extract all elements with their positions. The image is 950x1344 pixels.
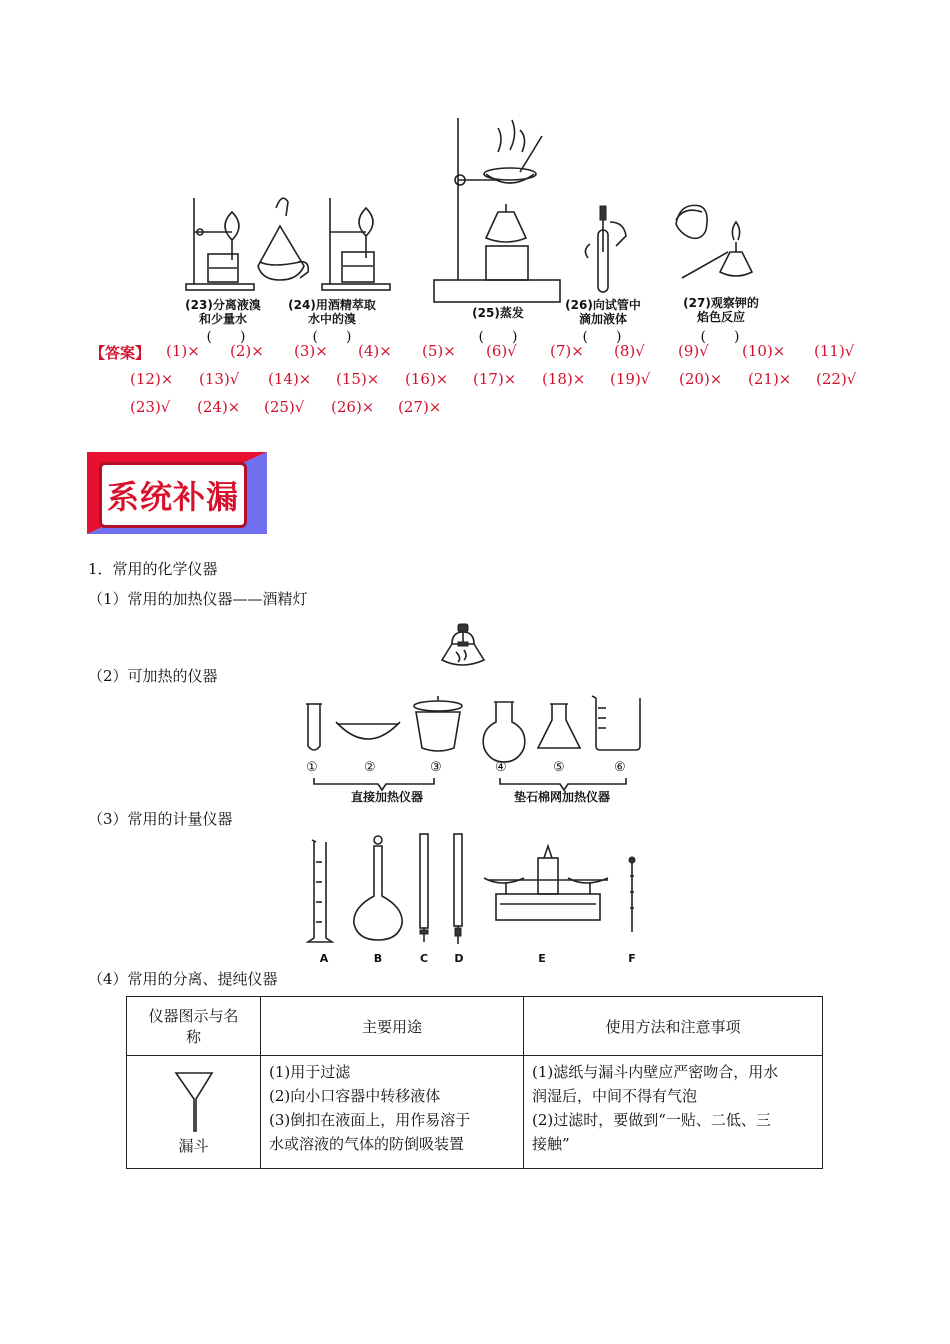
label-d: D	[454, 952, 464, 965]
group-asbestos-heating: 垫石棉网加热仪器	[513, 790, 610, 804]
answer-item: (6)√	[486, 342, 517, 360]
paren-25: ( )	[478, 329, 518, 345]
separatory-funnel-drawing	[186, 198, 254, 290]
funnel-icon	[174, 1069, 214, 1133]
answer-item: (15)×	[336, 370, 380, 388]
answer-item: (12)×	[130, 370, 174, 388]
label-a: A	[319, 952, 329, 965]
header-main-use: 主要用途	[361, 1017, 422, 1036]
number-1: ①	[306, 760, 318, 775]
separatory-funnel-2-drawing	[322, 198, 390, 290]
answer-item: (26)×	[331, 398, 375, 416]
table-row	[127, 1056, 823, 1169]
answer-item: (5)×	[422, 342, 456, 360]
answer-item: (1)×	[166, 342, 200, 360]
header-instrument-line2: 称	[185, 1028, 201, 1046]
answer-item: (8)√	[614, 342, 645, 360]
answer-item: (2)×	[230, 342, 264, 360]
group-direct-heating: 直接加热仪器	[350, 790, 423, 804]
subheading-separation-instruments: （4）常用的分离、提纯仪器	[88, 970, 278, 988]
measuring-instruments-figure	[300, 832, 650, 950]
note-line: 接触”	[532, 1135, 570, 1153]
answer-item: (20)×	[679, 370, 723, 388]
flame-test-drawing	[676, 205, 752, 278]
uses-cell	[261, 1056, 524, 1169]
answer-item: (11)√	[814, 342, 855, 360]
table-header-cell	[261, 997, 524, 1056]
note-line: (1)滤纸与漏斗内壁应严密吻合，用水	[532, 1063, 779, 1081]
answer-item: (22)√	[816, 370, 857, 388]
answer-item: (24)×	[197, 398, 241, 416]
use-line: (2)向小口容器中转移液体	[269, 1087, 441, 1105]
table-header-cell	[524, 997, 823, 1056]
answer-item: (13)√	[199, 370, 240, 388]
number-5: ⑤	[553, 760, 565, 775]
answer-item: (18)×	[542, 370, 586, 388]
alcohol-lamp-drawing	[438, 622, 488, 672]
section-badge	[87, 452, 267, 534]
answer-item: (4)×	[358, 342, 392, 360]
label-e: E	[538, 952, 546, 965]
answer-item: (16)×	[405, 370, 449, 388]
answer-item: (7)×	[550, 342, 584, 360]
paren-24: ( )	[312, 329, 352, 345]
paren-23: ( )	[206, 329, 246, 345]
extraction-funnel-drawing	[258, 198, 308, 280]
answer-item: (14)×	[268, 370, 312, 388]
answer-item: (19)√	[610, 370, 651, 388]
header-usage-notes: 使用方法和注意事项	[605, 1017, 741, 1036]
answer-item: (27)×	[398, 398, 442, 416]
instrument-cell	[127, 1056, 261, 1169]
answer-item: (25)√	[264, 398, 305, 416]
number-2: ②	[364, 760, 376, 775]
subheading-heating-instrument: （1）常用的加热仪器——酒精灯	[88, 590, 308, 608]
caption-25: (25)蒸发	[472, 306, 524, 320]
heading-common-instruments: 1．常用的化学仪器	[88, 560, 218, 578]
instrument-name: 漏斗	[178, 1136, 209, 1155]
subheading-measuring-instruments: （3）常用的计量仪器	[88, 810, 233, 828]
caption-27: (27)观察钾的 焰色反应	[683, 296, 759, 324]
label-c: C	[419, 952, 429, 965]
answer-item: (10)×	[742, 342, 786, 360]
table-header-cell	[127, 997, 261, 1056]
answer-item: (9)√	[678, 342, 709, 360]
table-header-row	[127, 997, 823, 1056]
evaporation-drawing	[434, 118, 560, 302]
answer-item: (23)√	[130, 398, 171, 416]
number-3: ③	[430, 760, 442, 775]
answer-item: (3)×	[294, 342, 328, 360]
answer-item: (21)×	[748, 370, 792, 388]
badge-title: 系统补漏	[99, 462, 247, 528]
note-line: (2)过滤时，要做到“一贴、二低、三	[532, 1111, 771, 1129]
test-tube-drawing	[585, 206, 626, 292]
number-6: ⑥	[614, 760, 626, 775]
label-f: F	[628, 952, 636, 965]
caption-23: (23)分离液溴 和少量水	[185, 298, 261, 326]
subheading-heatable-instruments: （2）可加热的仪器	[88, 667, 218, 685]
note-line: 润湿后，中间不得有气泡	[532, 1087, 698, 1105]
number-4: ④	[495, 760, 507, 775]
use-line: 水或溶液的气体的防倒吸装置	[269, 1135, 465, 1153]
notes-cell	[524, 1056, 823, 1169]
paren-26: ( )	[582, 329, 622, 345]
separation-instruments-table	[126, 996, 823, 1169]
caption-24: (24)用酒精萃取 水中的溴	[288, 298, 376, 326]
label-b: B	[373, 952, 383, 965]
use-line: (3)倒扣在液面上，用作易溶于	[269, 1111, 471, 1129]
answer-item: (17)×	[473, 370, 517, 388]
header-instrument-line1: 仪器图示与名	[148, 1007, 239, 1025]
paren-27: ( )	[700, 329, 740, 345]
use-line: (1)用于过滤	[269, 1063, 351, 1081]
caption-26: (26)向试管中 滴加液体	[565, 298, 641, 326]
answer-label: 【答案】	[90, 344, 151, 362]
